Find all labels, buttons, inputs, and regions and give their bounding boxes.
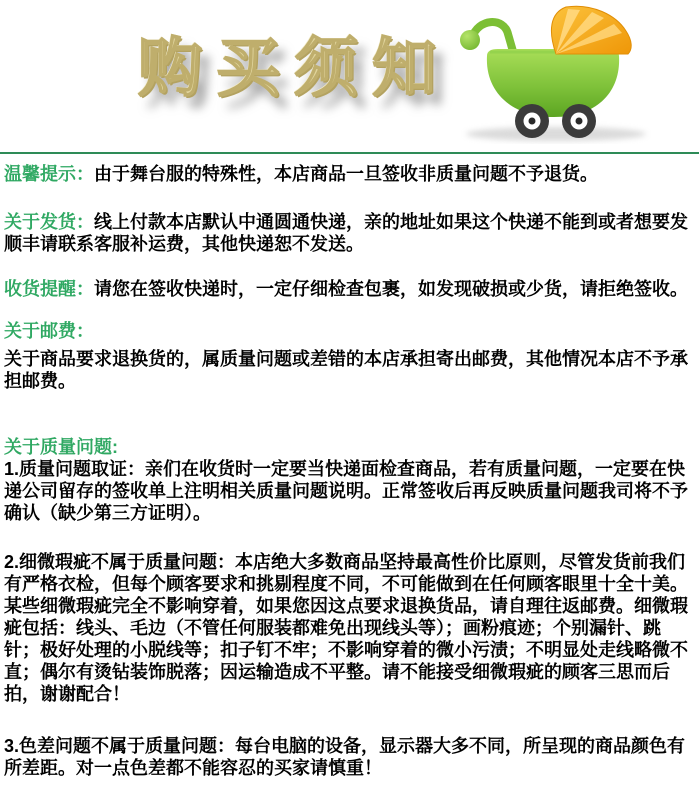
section-warm-tip (4, 163, 695, 185)
page-title: 购买须知 (138, 33, 450, 104)
quality-heading: 关于质量问题: (4, 437, 118, 457)
shipping-body: 线上付款本店默认中通圆通快递，亲的地址如果这个快递不能到或者想要发顺丰请联系客服补运费，其他快递恕不发送。 (4, 212, 688, 254)
section-quality (4, 436, 695, 779)
receiving-heading: 收货提醒： (4, 279, 94, 299)
quality-item-2: 2.细微瑕疵不属于质量问题：本店绝大多数商品坚持最高性价比原则，尽管发货前我们有严格衣检，但每个顾客要求和挑剔程度不同，不可能做到在任何顾客眼里十全十美。某些细微瑕疵完全不影响穿着，如果您因这点要求退换货品，请自理往返邮费。细微瑕疵包括：线头、毛边（不管任何服装都难免出现线头等）；画粉痕迹；个别漏针、跳针；极好处理的小脱线等；扣子钉不牢；不影响穿着的微小污渍；不明显处走线略微不直；偶尔有烫钻装饰脱落；因运输造成不平整。请不能接受细微瑕疵的顾客三思而后拍，谢谢配合！ (4, 552, 688, 704)
section-postage (4, 320, 695, 392)
postage-body: 关于商品要求退换货的，属质量问题或差错的本店承担寄出邮费，其他情况本店不予承担邮费。 (4, 349, 688, 391)
section-shipping (4, 211, 695, 255)
stroller-body (487, 49, 619, 117)
stroller-wheel-left (515, 104, 549, 138)
stroller-handle-ball (460, 30, 480, 50)
receiving-body: 请您在签收快递时，一定仔细检查包裹，如发现破损或少货，请拒绝签收。 (94, 279, 688, 299)
section-receiving (4, 278, 695, 300)
notice-content (0, 154, 699, 812)
quality-item-1: 1.质量问题取证：亲们在收货时一定要当快递面检查商品，若有质量问题，一定要在快递公司留存的签收单上注明相关质量问题说明。正常签收后再反映质量问题我司将不予确认（缺少第三方证明）。 (4, 459, 688, 523)
stroller-shadow (466, 127, 646, 141)
warm-tip-body: 由于舞台服的特殊性，本店商品一旦签收非质量问题不予退货。 (94, 164, 598, 184)
stroller-wheel-right (562, 104, 596, 138)
header-banner (0, 0, 699, 152)
baby-stroller-icon (452, 4, 657, 144)
warm-tip-heading: 温馨提示： (4, 164, 94, 184)
quality-item-3: 3.色差问题不属于质量问题：每台电脑的设备，显示器大多不同，所呈现的商品颜色有所差距。对一点色差都不能容忍的买家请慎重！ (4, 736, 686, 778)
postage-heading: 关于邮费： (4, 321, 94, 341)
shipping-heading: 关于发货： (4, 212, 94, 232)
